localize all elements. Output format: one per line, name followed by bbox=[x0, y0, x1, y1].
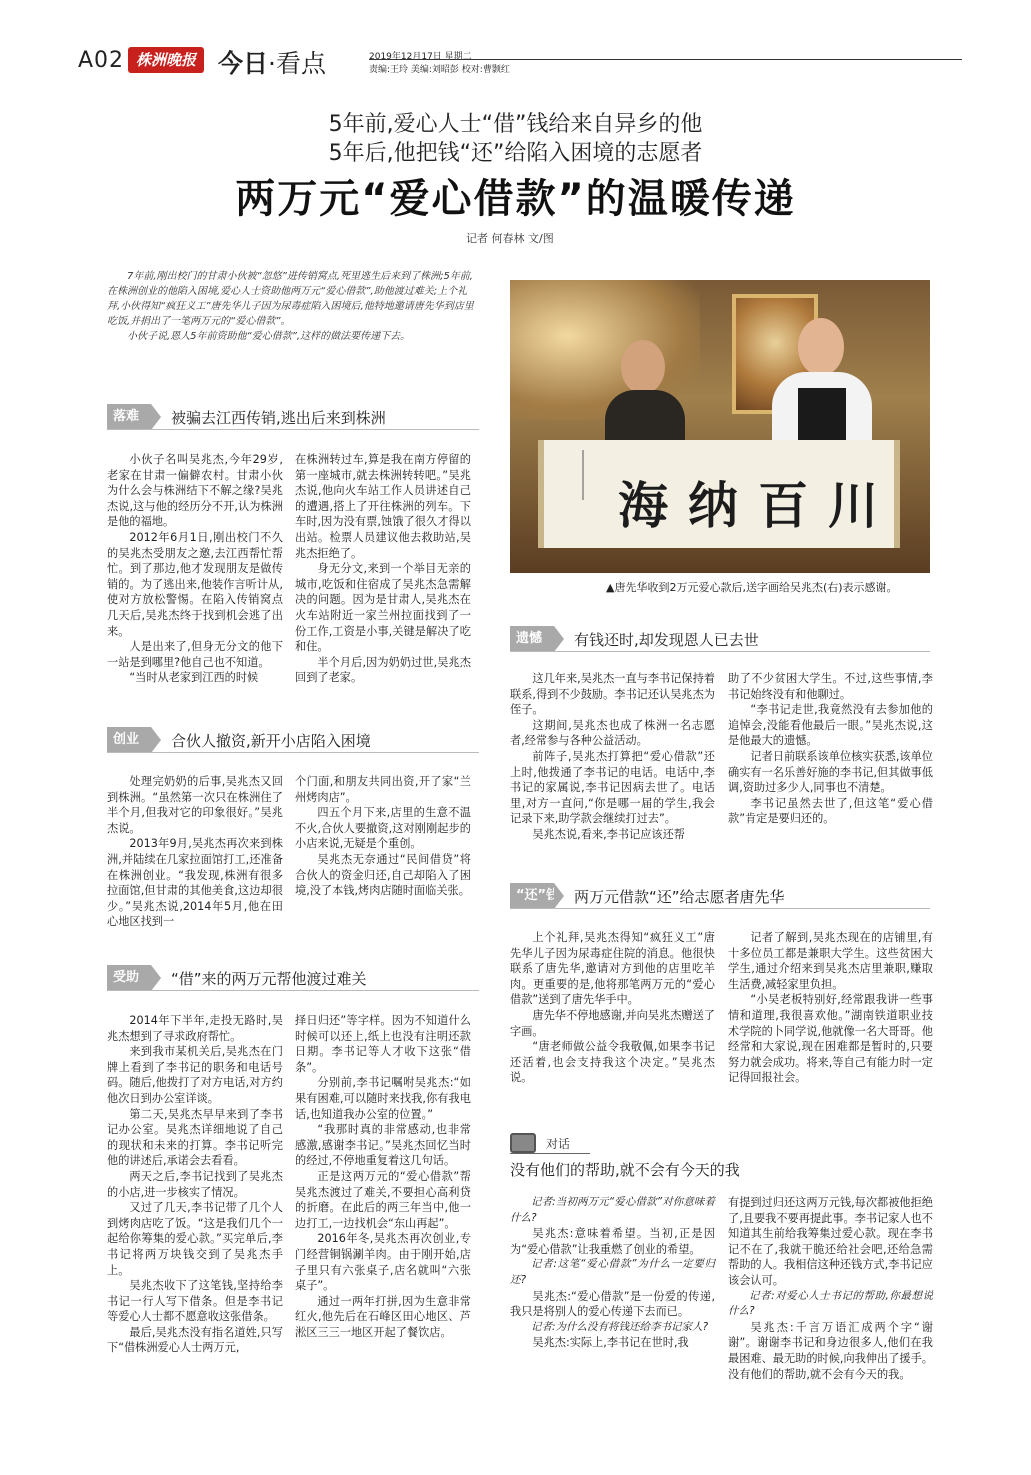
editor-credits: 责编:王玲 美编:刘昭彭 校对:曹颢红 bbox=[369, 65, 510, 75]
section-tag: 创业 bbox=[107, 727, 151, 753]
section-title: “借”来的两万元帮他渡过难关 bbox=[171, 970, 367, 988]
section-header-shouzhu bbox=[107, 965, 479, 991]
section-4-column-right bbox=[728, 671, 933, 827]
header-rule bbox=[369, 59, 962, 60]
paragraph: 第二天,吴兆杰早早来到了李书记办公室。吴兆杰详细地说了自己的现状和未来的打算。李书记听完他的讲述后,承诺会去看看。 bbox=[107, 1107, 283, 1168]
section-rule bbox=[107, 429, 479, 430]
paragraph: 这几年来,吴兆杰一直与李书记保持着联系,得到不少鼓励。李书记还认吴兆杰为侄子。 bbox=[510, 672, 715, 717]
section-rule bbox=[510, 908, 930, 909]
section-header-huanqian bbox=[510, 883, 930, 909]
paragraph: 记者日前联系该单位核实获悉,该单位确实有一名乐善好施的李书记,但其做事低调,资助过多少人,同事也不清楚。 bbox=[728, 749, 933, 795]
dialogue-tag: 对话 bbox=[546, 1137, 571, 1151]
section-rule bbox=[510, 651, 930, 652]
paragraph: 分别前,李书记嘱咐吴兆杰:“如果有困难,可以随时来找我,你有我电话,也知道我办公室的位置。” bbox=[295, 1076, 471, 1121]
section-1-column-right bbox=[295, 452, 471, 686]
paragraph: 两天之后,李书记找到了吴兆杰的小店,进一步核实了情况。 bbox=[107, 1169, 283, 1199]
calligraphy-scroll bbox=[538, 440, 900, 548]
section-tag: 遗憾 bbox=[510, 626, 554, 652]
section-5-column-right bbox=[728, 930, 933, 1086]
paragraph: 身无分文,来到一个举目无亲的城市,吃饭和住宿成了吴兆杰急需解决的问题。因为是甘肃人,吴兆杰在火车站附近一家兰州拉面找到了一份工作,工资是小事,关键是解决了吃和住。 bbox=[295, 562, 471, 654]
paragraph: 人是出来了,但身无分文的他下一站是到哪里?他自己也不知道。 bbox=[107, 640, 283, 669]
newspaper-logo: 株洲晚报 bbox=[128, 47, 204, 73]
paragraph: 助了不少贫困大学生。不过,这些事情,李书记始终没有和他聊过。 bbox=[728, 672, 933, 701]
dialogue-answer: 吴兆杰:千言万语汇成两个字“谢谢”。谢谢李书记和身边很多人,他们在我最困难、最无助的时候,向我伸出了援手。没有他们的帮助,就不会有今天的我。 bbox=[728, 1320, 933, 1381]
section-title-a: 今日 bbox=[218, 49, 269, 78]
paragraph: “李书记走世,我竟然没有去参加他的追悼会,没能看他最后一眼。”吴兆杰说,这是他最大的遗憾。 bbox=[728, 703, 933, 748]
dialogue-icon bbox=[510, 1133, 536, 1153]
paragraph: 2013年9月,吴兆杰再次来到株洲,并陆续在几家拉面馆打工,还准备在株洲创业。“我发现,株洲有很多拉面馆,但甘肃的其他美食,这边却很少。”吴兆杰说,2014年5月,他在田心地区找到一 bbox=[107, 837, 283, 929]
paragraph: 上个礼拜,吴兆杰得知“疯狂义工”唐先华儿子因为尿毒症住院的消息。他很快联系了唐先华,邀请对方到他的店里吃羊肉。更重要的是,他将那笔两万元的“爱心借款”送到了唐先华手中。 bbox=[510, 931, 715, 1007]
photo-person-head bbox=[621, 340, 665, 394]
paragraph: 李书记虽然去世了,但这笔“爱心借款”肯定是要归还的。 bbox=[728, 796, 933, 826]
paragraph: 四五个月下来,店里的生意不温不火,合伙人要撤资,这对刚刚起步的小店来说,无疑是个重创。 bbox=[295, 806, 471, 851]
paragraph: 小伙子名叫吴兆杰,今年29岁,老家在甘肃一偏僻农村。甘肃小伙为什么会与株洲结下不解之缘?吴兆杰说,这与他的经历分不开,认为株洲是他的福地。 bbox=[107, 453, 283, 529]
paragraph: 2016年冬,吴兆杰再次创业,专门经营铜锅涮羊肉。由于刚开始,店子里只有六张桌子,店名就叫“六张桌子”。 bbox=[295, 1232, 471, 1293]
section-tag: 落难 bbox=[107, 404, 151, 430]
paragraph: “唐老师做公益令我敬佩,如果李书记还活着,也会支持我这个决定。”吴兆杰说。 bbox=[510, 1040, 715, 1085]
section-rule bbox=[107, 752, 479, 753]
paragraph: “小吴老板特别好,经常跟我讲一些事情和道理,我很喜欢他。”湖南铁道职业技术学院的卜同学说,他就像一名大哥哥。他经常和大家说,现在困难都是暂时的,只要努力就会成功。将来,等自己有能力时一定记得回报社会。 bbox=[728, 993, 933, 1085]
paragraph: 来到我市某机关后,吴兆杰在门牌上看到了李书记的职务和电话号码。随后,他拨打了对方电话,对方约他次日到办公室详谈。 bbox=[107, 1045, 283, 1105]
lede-paragraph: 小伙子说,恩人5年前资助他“爱心借款”,这样的做法要传递下去。 bbox=[127, 331, 411, 342]
section-5-column-left bbox=[510, 930, 715, 1086]
lede-paragraph: 7年前,刚出校门的甘肃小伙被“忽悠”进传销窝点,死里逃生后来到了株洲;5年前,在株洲创业的他陷入困境,爱心人士资助他两万元“爱心借款”,助他渡过难关;上个礼拜,小伙得知“疯狂义工”唐先华儿子因为尿毒症陷入困境后,他特地邀请唐先华到店里吃饭,并捐出了一笔两万元的“爱心借款”。 bbox=[107, 271, 474, 327]
calligraphy-text: 海纳百川 bbox=[618, 476, 898, 535]
lede-paragraphs bbox=[107, 269, 479, 344]
dialogue-column-left bbox=[510, 1195, 715, 1351]
paragraph: 记者了解到,吴兆杰现在的店铺里,有十多位员工都是兼职大学生。这些贫困大学生,通过介绍来到吴兆杰店里兼职,赚取生活费,减轻家里负担。 bbox=[728, 931, 933, 991]
section-2-column-left bbox=[107, 774, 283, 930]
section-2-column-right bbox=[295, 774, 471, 899]
paragraph: 通过一两年打拼,因为生意非常红火,他先后在石峰区田心地区、芦淞区三三一地区开起了餐饮店。 bbox=[295, 1294, 471, 1339]
section-3-column-left bbox=[107, 1013, 283, 1356]
subheadline-2: 5年后,他把钱“还”给陷入困境的志愿者 bbox=[328, 141, 703, 166]
dialogue-answer: 有提到过归还这两万元钱,每次都被他拒绝了,且要我不要再提此事。李书记家人也不知道其生前给我筹集过爱心款。现在李书记不在了,我就干脆还给社会吧,还给急需帮助的人。我相信这种还钱方式,李书记应该会认可。 bbox=[728, 1196, 933, 1287]
paragraph: 吴兆杰说,看来,李书记应该还帮 bbox=[532, 827, 685, 841]
section-header-chuangye bbox=[107, 727, 479, 753]
section-1-column-left bbox=[107, 452, 283, 686]
section-title bbox=[218, 44, 326, 80]
paragraph: 吴兆杰收下了这笔钱,坚持给李书记一行人写下借条。但是李书记等爱心人士都不愿意收这张借条。 bbox=[107, 1279, 283, 1324]
byline: 记者 何春林 文/图 bbox=[466, 232, 554, 245]
paragraph: 处理完奶奶的后事,吴兆杰又回到株洲。“虽然第一次只在株洲住了半个月,但我对它的印象很好。”吴兆杰说。 bbox=[107, 775, 283, 835]
news-photo bbox=[510, 280, 930, 573]
issue-date: 2019年12月17日 星期二 bbox=[369, 52, 472, 62]
dialogue-question: 记者:为什么没有将钱还给李书记家人? bbox=[531, 1320, 709, 1333]
dialogue-answer: 吴兆杰:意味着希望。当初,正是因为“爱心借款”让我重燃了创业的希望。 bbox=[510, 1227, 715, 1256]
section-title: 被骗去江西传销,逃出后来到株洲 bbox=[171, 409, 386, 427]
dialogue-question: 记者:当初两万元“爱心借款”对你意味着什么? bbox=[510, 1196, 715, 1224]
section-separator: · bbox=[268, 49, 276, 78]
paragraph: 2014年下半年,走投无路时,吴兆杰想到了寻求政府帮忙。 bbox=[107, 1014, 283, 1043]
page-number: A02 bbox=[78, 48, 125, 73]
paragraph: 个门面,和朋友共同出资,开了家“兰州烤肉店”。 bbox=[295, 775, 471, 804]
section-tag: “还”钱 bbox=[510, 883, 554, 909]
section-rule bbox=[107, 990, 479, 991]
paragraph: “我那时真的非常感动,也非常感激,感谢李书记。”吴兆杰回忆当时的经过,不停地重复着这几句话。 bbox=[295, 1123, 471, 1168]
paragraph: 又过了几天,李书记带了几个人到烤肉店吃了饭。“这是我们几个一起给你筹集的爱心款。”买完单后,李书记将两万块钱交到了吴兆杰手上。 bbox=[107, 1201, 283, 1277]
paragraph: 唐先华不停地感谢,并向吴兆杰赠送了字画。 bbox=[510, 1008, 715, 1038]
dialogue-answer: 吴兆杰:实际上,李书记在世时,我 bbox=[532, 1336, 689, 1350]
section-header-luonan bbox=[107, 404, 479, 430]
section-title: 有钱还时,却发现恩人已去世 bbox=[574, 631, 759, 649]
paragraph: 最后,吴兆杰没有指名道姓,只写下“借株洲爱心人士两万元, bbox=[107, 1325, 283, 1355]
section-title: 两万元借款“还”给志愿者唐先华 bbox=[574, 888, 785, 906]
paragraph: 2012年6月1日,刚出校门不久的吴兆杰受朋友之邀,去江西帮忙帮忙。到了那边,他才发现朋友是做传销的。为了逃出来,他装作言听计从,使对方放松警惕。在陷入传销窝点几天后,吴兆杰终于找到机会逃了出来。 bbox=[107, 530, 283, 638]
paragraph: 吴兆杰无奈通过“民间借贷”将合伙人的资金归还,自己却陷入了困境,没了本钱,烤肉店随时面临关张。 bbox=[295, 852, 471, 898]
section-title-b: 看点 bbox=[275, 49, 326, 78]
paragraph: 半个月后,因为奶奶过世,吴兆杰回到了老家。 bbox=[295, 655, 471, 685]
section-4-column-left bbox=[510, 671, 715, 843]
section-header-yihan bbox=[510, 626, 930, 652]
section-title: 合伙人撤资,新开小店陷入困境 bbox=[171, 732, 371, 750]
calligraphy-inscription bbox=[582, 450, 592, 500]
paragraph: “当时从老家到江西的时候 bbox=[129, 671, 259, 685]
photo-caption: ▲唐先华收到2万元爱心款后,送字画给吴兆杰(右)表示感谢。 bbox=[606, 581, 898, 594]
dialogue-question: 记者:对爱心人士书记的帮助,你最想说什么? bbox=[728, 1289, 933, 1318]
paragraph: 择日归还”等字样。因为不知道什么时候可以还上,纸上也没有注明还款日期。李书记等人才收下这张“借条”。 bbox=[295, 1014, 471, 1074]
section-tag: 受助 bbox=[107, 965, 151, 991]
paragraph: 在株洲转过车,算是我在南方停留的第一座城市,就去株洲转转吧。”吴兆杰说,他向火车站工作人员讲述自己的遭遇,搭上了开往株洲的列车。下车时,因为没有票,蚀饿了很久才得以出站。检票人员建议他去救助站,吴兆杰拒绝了。 bbox=[295, 453, 471, 560]
section-3-column-right bbox=[295, 1013, 471, 1340]
dialogue-tag-rule bbox=[510, 1153, 590, 1154]
main-headline: 两万元“爱心借款”的温暖传递 bbox=[235, 176, 796, 222]
paragraph: 前阵子,吴兆杰打算把“爱心借款”还上时,他拨通了李书记的电话。电话中,李书记的家属说,李书记因病去世了。电话里,对方一直问,“你是哪一届的学生,我会记录下来,助学款会继续打过去”。 bbox=[510, 749, 715, 826]
dialogue-column-right bbox=[728, 1195, 933, 1382]
subheadline-1: 5年前,爱心人士“借”钱给来自异乡的他 bbox=[328, 112, 703, 137]
dialogue-title: 没有他们的帮助,就不会有今天的我 bbox=[510, 1161, 740, 1179]
dialogue-header bbox=[510, 1133, 930, 1183]
dialogue-question: 记者:这笔“爱心借款”为什么一定要归还? bbox=[510, 1258, 715, 1286]
photo-person-head bbox=[798, 318, 844, 376]
paragraph: 这期间,吴兆杰也成了株洲一名志愿者,经常参与各种公益活动。 bbox=[510, 718, 715, 748]
dialogue-answer: 吴兆杰:“爱心借款”是一份爱的传递,我只是将别人的爱心传递下去而已。 bbox=[510, 1289, 715, 1319]
paragraph: 正是这两万元的“爱心借款”帮吴兆杰渡过了难关,不要担心高利贷的折磨。在此后的两三年当中,他一边打工,一边找机会“东山再起”。 bbox=[295, 1169, 471, 1230]
